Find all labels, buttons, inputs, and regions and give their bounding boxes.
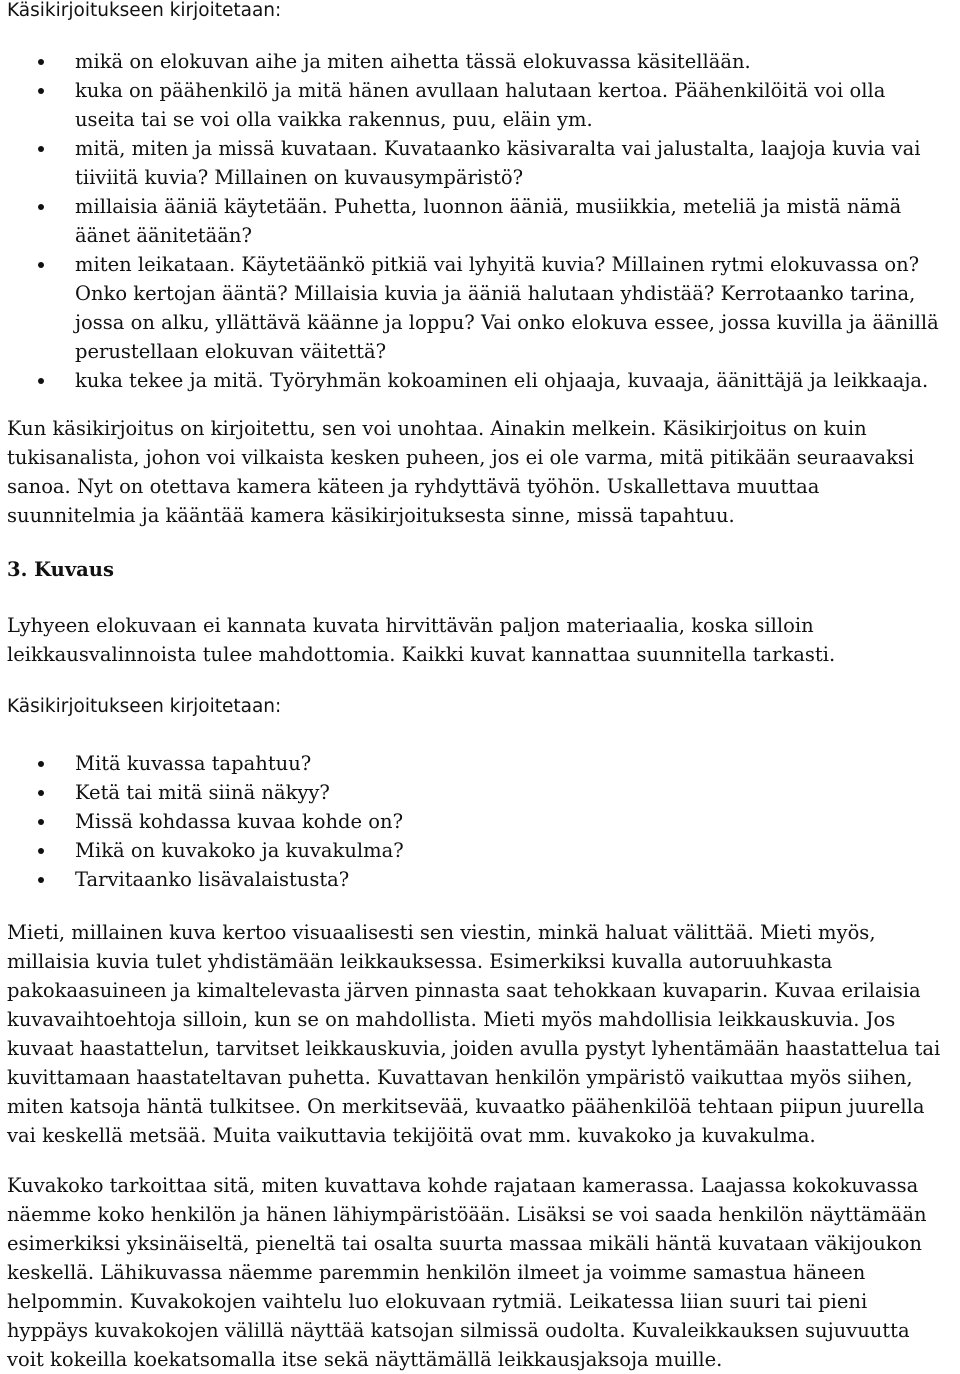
list-item-text: miten leikataan. Käytetäänkö pitkiä vai lyhyitä kuvia? Millainen rytmi elokuvassa on? xyxy=(75,253,920,276)
bullet-icon xyxy=(38,819,44,825)
paragraph-line: hyppäys kuvakokojen välillä näyttää katsojan silmissä oudolta. Kuvaleikkauksen sujuvuutta xyxy=(7,1319,910,1342)
list-item-text: kuka on päähenkilö ja mitä hänen avullaan halutaan kertoa. Päähenkilöitä voi olla xyxy=(75,79,886,102)
list-item-text: Mikä on kuvakoko ja kuvakulma? xyxy=(75,839,404,862)
paragraph-line: tukisanalista, johon voi vilkaista kesken puheen, jos ei ole varma, mitä pitikään seuraavaksi xyxy=(7,446,915,469)
list-item-text: Mitä kuvassa tapahtuu? xyxy=(75,752,312,775)
paragraph-line: kuvaat haastattelun, tarvitset leikkauskuvia, joiden avulla pystyt lyhentämään haastattelua tai xyxy=(7,1037,941,1060)
bullet-icon xyxy=(38,761,44,767)
paragraph-line: miten katsoja häntä tulkitsee. On merkitsevää, kuvaatko päähenkilöä tehtaan piipun juurella xyxy=(7,1095,925,1118)
paragraph-line: Mieti, millainen kuva kertoo visuaalisesti sen viestin, minkä haluat välittää. Mieti myös, xyxy=(7,921,876,944)
paragraph-line: vai keskellä metsää. Muita vaikuttavia tekijöitä ovat mm. kuvakoko ja kuvakulma. xyxy=(7,1124,816,1147)
paragraph-line: kuvavaihtoehtoja silloin, kun se on mahdollista. Mieti myös mahdollisia leikkauskuvia. Jos xyxy=(7,1008,896,1031)
paragraph-line: helpommin. Kuvakokojen vaihtelu luo elokuvaan rytmiä. Leikatessa liian suuri tai pieni xyxy=(7,1290,868,1313)
list-item-continuation xyxy=(0,308,939,337)
list-item-text: Missä kohdassa kuvaa kohde on? xyxy=(75,810,404,833)
paragraph-line: millaisia kuvia tulet yhdistämään leikkauksessa. Esimerkiksi kuvalla autoruuhkasta xyxy=(7,950,833,973)
subheading: Käsikirjoitukseen kirjoitetaan: xyxy=(7,696,282,717)
paragraph-line: näemme koko henkilön ja hänen lähiympäristöään. Lisäksi se voi saada henkilön näyttämään xyxy=(7,1203,927,1226)
list-item xyxy=(0,250,939,279)
paragraph-line: leikkausvalinnoista tulee mahdottomia. Kaikki kuvat kannattaa suunnitella tarkasti. xyxy=(7,643,836,666)
bullet-icon xyxy=(38,88,44,94)
paragraph-line: sanoa. Nyt on otettava kamera käteen ja ryhdyttävä työhön. Uskallettava muuttaa xyxy=(7,475,820,498)
list-item-text: Ketä tai mitä siinä näkyy? xyxy=(75,781,330,804)
list-item-continuation xyxy=(0,337,939,366)
list-item-continuation xyxy=(0,279,939,308)
list-item-continuation xyxy=(0,163,939,192)
list-item xyxy=(0,836,404,865)
content-list xyxy=(0,47,939,395)
paragraph-line: Kun käsikirjoitus on kirjoitettu, sen voi unohtaa. Ainakin melkein. Käsikirjoitus on kuin xyxy=(7,417,867,440)
paragraph-line: suunnitelmia ja kääntää kamera käsikirjoituksesta sinne, missä tapahtuu. xyxy=(7,504,735,527)
list-item-text: perustellaan elokuvan väitettä? xyxy=(75,340,387,363)
list-item-continuation xyxy=(0,105,939,134)
paragraph-line: voit kokeilla koekatsomalla itse sekä näyttämällä leikkausjaksoja muille. xyxy=(7,1348,723,1371)
list-item-text: tiiviitä kuvia? Millainen on kuvausympäristö? xyxy=(75,166,524,189)
list-item xyxy=(0,749,404,778)
list-item-text: mikä on elokuvan aihe ja miten aihetta tässä elokuvassa käsitellään. xyxy=(75,50,751,73)
list-item-text: Onko kertojan ääntä? Millaisia kuvia ja ääniä halutaan yhdistää? Kerrotaanko tarina, xyxy=(75,282,916,305)
list-item-text: äänet äänitetään? xyxy=(75,224,252,247)
bullet-icon xyxy=(38,877,44,883)
list-item xyxy=(0,192,939,221)
list-item xyxy=(0,134,939,163)
bullet-icon xyxy=(38,378,44,384)
intro-heading: Käsikirjoitukseen kirjoitetaan: xyxy=(7,0,282,21)
shot-questions-list xyxy=(0,749,404,894)
paragraph-line: pakokaasuineen ja kimaltelevasta järven pinnasta saat tehokkaan kuvaparin. Kuvaa erilaisia xyxy=(7,979,921,1002)
paragraph-line: kuvittamaan haastateltavan puhetta. Kuvattavan henkilön ympäristö vaikuttaa myös siihen, xyxy=(7,1066,913,1089)
list-item-text: jossa on alku, yllättävä käänne ja loppu? Vai onko elokuva essee, jossa kuvilla ja äänillä xyxy=(75,311,939,334)
bullet-icon xyxy=(38,262,44,268)
bullet-icon xyxy=(38,146,44,152)
paragraph-line: keskellä. Lähikuvassa näemme paremmin henkilön ilmeet ja voimme samastua häneen xyxy=(7,1261,866,1284)
section-heading: 3. Kuvaus xyxy=(7,558,114,581)
list-item-text: mitä, miten ja missä kuvataan. Kuvataanko käsivaralta vai jalustalta, laajoja kuvia vai xyxy=(75,137,921,160)
bullet-icon xyxy=(38,848,44,854)
list-item-continuation xyxy=(0,221,939,250)
list-item xyxy=(0,778,404,807)
paragraph-line: Kuvakoko tarkoittaa sitä, miten kuvattava kohde rajataan kamerassa. Laajassa kokokuvassa xyxy=(7,1174,919,1197)
list-item xyxy=(0,865,404,894)
list-item-text: millaisia ääniä käytetään. Puhetta, luonnon ääniä, musiikkia, meteliä ja mistä nämä xyxy=(75,195,902,218)
list-item-text: useita tai se voi olla vaikka rakennus, puu, eläin ym. xyxy=(75,108,593,131)
paragraph-line: esimerkiksi yksinäiseltä, pieneltä tai osalta suurta massaa mikäli häntä kuvataan väkijoukon xyxy=(7,1232,922,1255)
list-item xyxy=(0,807,404,836)
paragraph-line: Lyhyeen elokuvaan ei kannata kuvata hirvittävän paljon materiaalia, koska silloin xyxy=(7,614,814,637)
list-item xyxy=(0,76,939,105)
list-item xyxy=(0,366,939,395)
list-item-text: Tarvitaanko lisävalaistusta? xyxy=(75,868,350,891)
bullet-icon xyxy=(38,204,44,210)
list-item-text: kuka tekee ja mitä. Työryhmän kokoaminen eli ohjaaja, kuvaaja, äänittäjä ja leikkaaja. xyxy=(75,369,929,392)
bullet-icon xyxy=(38,790,44,796)
bullet-icon xyxy=(38,59,44,65)
list-item xyxy=(0,47,939,76)
